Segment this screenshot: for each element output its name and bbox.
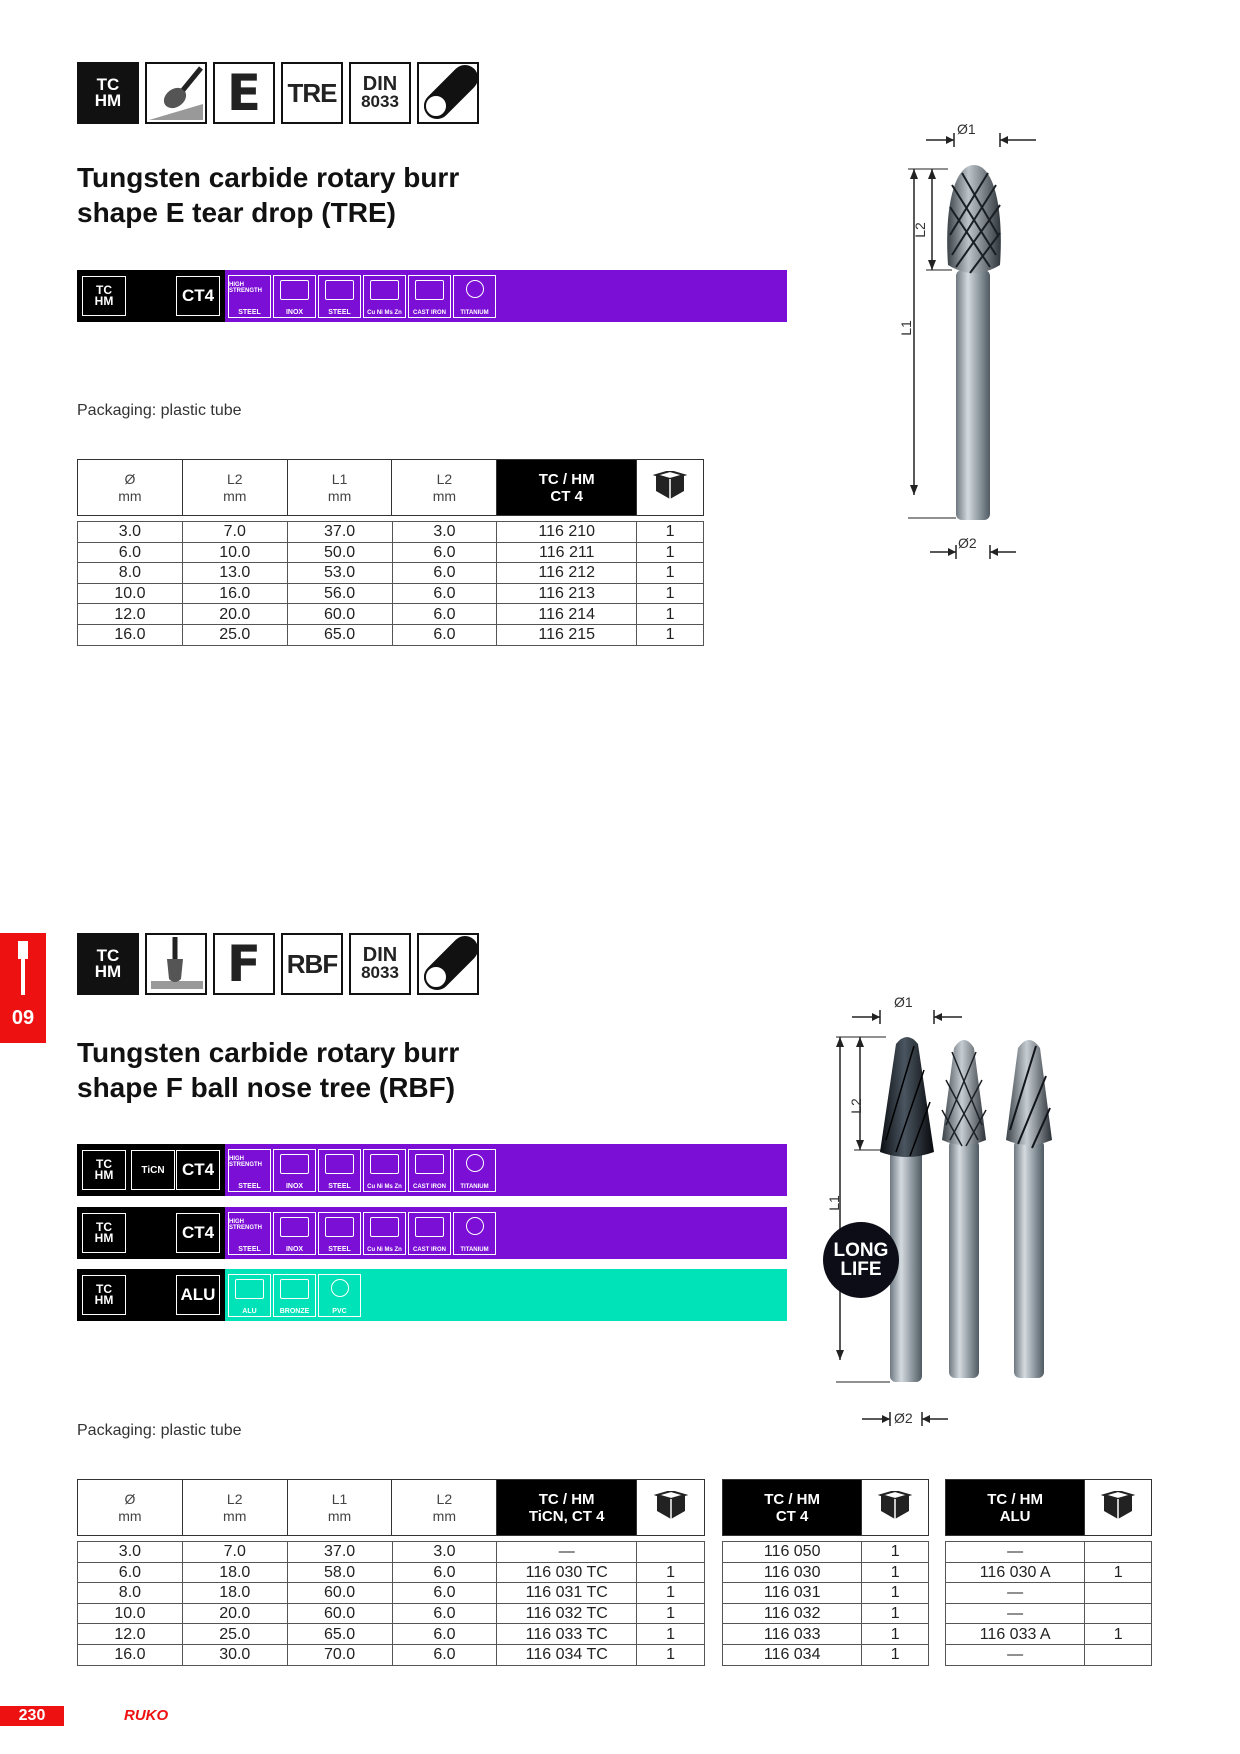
- table-cell: 6.0: [392, 1583, 497, 1604]
- table-row: [946, 1624, 1152, 1645]
- pvc-icon: PVC: [318, 1274, 361, 1317]
- table-cell: 116 210: [497, 522, 637, 543]
- titanium-icon: TITANIUM: [453, 1149, 496, 1192]
- table-cell: 7.0: [182, 522, 287, 543]
- table-cell: 116 212: [497, 563, 637, 584]
- table-cell: 116 030 A: [946, 1562, 1085, 1583]
- table-row: [78, 542, 704, 563]
- table-row: [78, 1542, 705, 1563]
- section-f-table-body: [77, 1541, 705, 1666]
- table-cell: 25.0: [182, 624, 287, 645]
- table-cell: 6.0: [392, 1562, 497, 1583]
- ticn-label: TiCN: [131, 1150, 175, 1190]
- table-cell: 12.0: [78, 1624, 183, 1645]
- table-cell: 1: [862, 1583, 929, 1604]
- table-cell: 6.0: [392, 604, 497, 625]
- section-f-alu-table-header: [945, 1479, 1152, 1536]
- non-ferrous-icon: Cu Ni Ms Zn: [363, 1212, 406, 1255]
- burr-chapter-icon: [0, 933, 46, 1003]
- table-cell: 6.0: [392, 1644, 497, 1665]
- table-cell: 116 034 TC: [497, 1644, 637, 1665]
- inox-icon: INOX: [273, 1149, 316, 1192]
- table-cell: 3.0: [392, 522, 497, 543]
- cast-iron-icon: CAST IRON: [408, 1212, 451, 1255]
- table-cell: 6.0: [392, 563, 497, 584]
- table-cell: 1: [637, 583, 704, 604]
- table-cell: 60.0: [287, 604, 392, 625]
- table-cell: 50.0: [287, 542, 392, 563]
- table-row: [78, 1603, 705, 1624]
- col-article-alu: TC / HM ALU: [946, 1480, 1085, 1536]
- aluminium-icon: ALU: [228, 1274, 271, 1317]
- table-cell: 70.0: [287, 1644, 392, 1665]
- table-cell: 8.0: [78, 1583, 183, 1604]
- tc-hm-label: TC HM: [82, 1150, 126, 1190]
- table-cell: 56.0: [287, 583, 392, 604]
- din-badge: DIN 8033: [349, 933, 411, 995]
- dim-l1-label: L1: [897, 320, 914, 336]
- table-row: [946, 1562, 1152, 1583]
- table-cell: 1: [637, 542, 704, 563]
- dim-l1-label: L1: [825, 1195, 842, 1211]
- col-article-ct4: TC / HM CT 4: [723, 1480, 862, 1536]
- tc-hm-label: TC HM: [82, 1275, 126, 1315]
- table-row: [723, 1542, 929, 1563]
- cast-iron-icon: CAST IRON: [408, 275, 451, 318]
- table-cell: 16.0: [182, 583, 287, 604]
- table-cell: 6.0: [392, 583, 497, 604]
- section-e-icon-row: [77, 62, 479, 124]
- table-cell: 6.0: [78, 542, 183, 563]
- brand-logo: RUKO: [124, 1707, 169, 1724]
- shape-code-badge: TRE: [281, 62, 343, 124]
- titanium-icon: TITANIUM: [453, 275, 496, 318]
- table-cell: 37.0: [287, 522, 392, 543]
- table-row: [723, 1624, 929, 1645]
- table-cell: —: [946, 1583, 1085, 1604]
- tc-hm-label: TC HM: [82, 1213, 126, 1253]
- table-cell: 1: [1085, 1624, 1152, 1645]
- ball-nose-tree-burr-drawing: [836, 990, 1086, 1450]
- table-cell: 65.0: [287, 1624, 392, 1645]
- table-cell: —: [946, 1603, 1085, 1624]
- shank-icon: [417, 933, 479, 995]
- page-number: 230: [0, 1706, 64, 1726]
- tear-drop-burr-drawing: [897, 115, 1050, 570]
- packaging-note: Packaging: plastic tube: [77, 402, 242, 419]
- table-row: [78, 624, 704, 645]
- table-cell: 6.0: [392, 542, 497, 563]
- non-ferrous-icon: Cu Ni Ms Zn: [363, 1149, 406, 1192]
- table-cell: 6.0: [392, 1624, 497, 1645]
- table-cell: 3.0: [392, 1542, 497, 1563]
- table-cell: —: [497, 1542, 637, 1563]
- table-cell: 1: [862, 1624, 929, 1645]
- table-cell: 116 030: [723, 1562, 862, 1583]
- table-cell: 10.0: [182, 542, 287, 563]
- cast-iron-icon: CAST IRON: [408, 1149, 451, 1192]
- coating-label: CT4: [176, 1150, 220, 1190]
- table-cell: 25.0: [182, 1624, 287, 1645]
- table-cell: 3.0: [78, 1542, 183, 1563]
- section-e-table-header: [77, 459, 704, 516]
- table-row: [946, 1644, 1152, 1665]
- table-row: [78, 1624, 705, 1645]
- dim-l2-label: L2: [911, 222, 928, 238]
- table-cell: 18.0: [182, 1562, 287, 1583]
- table-cell: 1: [862, 1644, 929, 1665]
- table-cell: 1: [637, 1583, 705, 1604]
- table-cell: 12.0: [78, 604, 183, 625]
- table-cell: 116 032: [723, 1603, 862, 1624]
- section-e-table-body: [77, 521, 704, 646]
- package-box-icon: [862, 1480, 929, 1536]
- table-cell: 1: [637, 522, 704, 543]
- table-row: [78, 563, 704, 584]
- table-cell: [637, 1542, 705, 1563]
- table-cell: 1: [637, 1644, 705, 1665]
- table-cell: 1: [862, 1562, 929, 1583]
- table-cell: 1: [1085, 1562, 1152, 1583]
- inox-icon: INOX: [273, 275, 316, 318]
- col-article: TC / HM CT 4: [497, 460, 637, 516]
- table-cell: 116 215: [497, 624, 637, 645]
- table-row: [723, 1583, 929, 1604]
- non-ferrous-icon: Cu Ni Ms Zn: [363, 275, 406, 318]
- section-f-material-bar-ct4: [77, 1207, 787, 1259]
- din-badge: DIN 8033: [349, 62, 411, 124]
- table-cell: 8.0: [78, 563, 183, 584]
- table-cell: 1: [637, 604, 704, 625]
- table-cell: 116 214: [497, 604, 637, 625]
- chapter-tab: [0, 933, 46, 1043]
- section-e-material-bar: [77, 270, 787, 322]
- col-l1: L1 mm: [287, 1480, 392, 1536]
- table-cell: 1: [637, 1624, 705, 1645]
- table-cell: 53.0: [287, 563, 392, 584]
- coating-label: ALU: [176, 1275, 220, 1315]
- table-cell: 116 213: [497, 583, 637, 604]
- table-cell: 116 033: [723, 1624, 862, 1645]
- package-box-icon: [637, 460, 704, 516]
- col-l2-shank: L2 mm: [392, 460, 497, 516]
- table-row: [78, 1583, 705, 1604]
- table-cell: 1: [637, 1603, 705, 1624]
- coating-label: CT4: [176, 1213, 220, 1253]
- table-cell: 6.0: [392, 1603, 497, 1624]
- table-cell: 16.0: [78, 624, 183, 645]
- steel-icon: STEEL: [318, 1212, 361, 1255]
- section-f-ct4-table-header: [722, 1479, 929, 1536]
- table-cell: 116 033 TC: [497, 1624, 637, 1645]
- table-cell: 18.0: [182, 1583, 287, 1604]
- col-diameter: Ø mm: [78, 1480, 183, 1536]
- ball-nose-tree-burr-icon: [145, 933, 207, 995]
- material-list: [225, 1207, 787, 1259]
- coating-label: CT4: [176, 276, 220, 316]
- material-list: [225, 270, 787, 322]
- material-list: [225, 1144, 787, 1196]
- table-cell: 60.0: [287, 1603, 392, 1624]
- table-row: [78, 1562, 705, 1583]
- tear-drop-burr-icon: [145, 62, 207, 124]
- shape-letter-badge: E: [213, 62, 275, 124]
- table-cell: 1: [862, 1542, 929, 1563]
- table-row: [78, 522, 704, 543]
- table-cell: 60.0: [287, 1583, 392, 1604]
- col-l1: L1 mm: [287, 460, 392, 516]
- dim-d1-label: Ø1: [894, 994, 913, 1010]
- table-cell: 16.0: [78, 1644, 183, 1665]
- col-l2-shank: L2 mm: [392, 1480, 497, 1536]
- table-cell: 1: [637, 624, 704, 645]
- table-row: [946, 1583, 1152, 1604]
- table-row: [78, 583, 704, 604]
- table-cell: 6.0: [392, 624, 497, 645]
- table-cell: [1085, 1603, 1152, 1624]
- section-f-material-bar-ticn: [77, 1144, 787, 1196]
- table-cell: 1: [637, 563, 704, 584]
- titanium-icon: TITANIUM: [453, 1212, 496, 1255]
- tc-hm-badge: TC HM: [77, 62, 139, 124]
- table-row: [946, 1603, 1152, 1624]
- table-cell: 37.0: [287, 1542, 392, 1563]
- table-cell: 10.0: [78, 583, 183, 604]
- section-f-material-bar-alu: [77, 1269, 787, 1321]
- table-cell: 116 211: [497, 542, 637, 563]
- table-row: [723, 1603, 929, 1624]
- packaging-note: Packaging: plastic tube: [77, 1422, 242, 1439]
- bronze-icon: BRONZE: [273, 1274, 316, 1317]
- table-cell: 20.0: [182, 604, 287, 625]
- high-strength-steel-icon: HIGH STRENGTH STEEL: [228, 1212, 271, 1255]
- table-cell: 1: [862, 1603, 929, 1624]
- table-cell: 116 050: [723, 1542, 862, 1563]
- table-cell: 116 032 TC: [497, 1603, 637, 1624]
- table-cell: 116 030 TC: [497, 1562, 637, 1583]
- col-l2: L2 mm: [182, 460, 287, 516]
- dim-l2-label: L2: [847, 1098, 864, 1114]
- shank-icon: [417, 62, 479, 124]
- table-cell: 116 033 A: [946, 1624, 1085, 1645]
- table-cell: 20.0: [182, 1603, 287, 1624]
- dim-d1-label: Ø1: [957, 121, 976, 137]
- col-article-ticn: TC / HM TiCN, CT 4: [497, 1480, 637, 1536]
- section-f-alu-table-body: [945, 1541, 1152, 1666]
- section-f-title: Tungsten carbide rotary burr shape F ball nose tree (RBF): [77, 1037, 460, 1103]
- table-cell: 7.0: [182, 1542, 287, 1563]
- table-cell: [1085, 1644, 1152, 1665]
- table-row: [78, 1644, 705, 1665]
- shape-letter-badge: F: [213, 933, 275, 995]
- table-cell: 3.0: [78, 522, 183, 543]
- dim-d2-label: Ø2: [958, 535, 977, 551]
- table-cell: 58.0: [287, 1562, 392, 1583]
- inox-icon: INOX: [273, 1212, 316, 1255]
- table-row: [723, 1644, 929, 1665]
- chapter-number: 09: [11, 1007, 35, 1029]
- package-box-icon: [1085, 1480, 1152, 1536]
- material-list: [225, 1269, 787, 1321]
- table-cell: [1085, 1583, 1152, 1604]
- steel-icon: STEEL: [318, 1149, 361, 1192]
- dim-d2-label: Ø2: [894, 1410, 913, 1426]
- high-strength-steel-icon: HIGH STRENGTH STEEL: [228, 275, 271, 318]
- high-strength-steel-icon: HIGH STRENGTH STEEL: [228, 1149, 271, 1192]
- table-cell: 30.0: [182, 1644, 287, 1665]
- steel-icon: STEEL: [318, 275, 361, 318]
- section-f-icon-row: [77, 933, 479, 995]
- table-cell: 10.0: [78, 1603, 183, 1624]
- table-row: [723, 1562, 929, 1583]
- section-f-ct4-table-body: [722, 1541, 929, 1666]
- table-cell: 116 034: [723, 1644, 862, 1665]
- table-row: [946, 1542, 1152, 1563]
- table-row: [78, 604, 704, 625]
- shape-code-badge: RBF: [281, 933, 343, 995]
- table-cell: —: [946, 1644, 1085, 1665]
- col-diameter: Ø mm: [78, 460, 183, 516]
- table-cell: 1: [637, 1562, 705, 1583]
- table-cell: —: [946, 1542, 1085, 1563]
- table-cell: 116 031: [723, 1583, 862, 1604]
- col-l2: L2 mm: [182, 1480, 287, 1536]
- section-e-title: Tungsten carbide rotary burr shape E tear drop (TRE): [77, 162, 460, 228]
- tc-hm-label: TC HM: [82, 276, 126, 316]
- table-cell: 13.0: [182, 563, 287, 584]
- package-box-icon: [637, 1480, 705, 1536]
- table-cell: 6.0: [78, 1562, 183, 1583]
- section-f-table-header: [77, 1479, 705, 1536]
- table-cell: [1085, 1542, 1152, 1563]
- tc-hm-badge: TC HM: [77, 933, 139, 995]
- long-life-badge: LONG LIFE: [823, 1222, 899, 1298]
- table-cell: 65.0: [287, 624, 392, 645]
- table-cell: 116 031 TC: [497, 1583, 637, 1604]
